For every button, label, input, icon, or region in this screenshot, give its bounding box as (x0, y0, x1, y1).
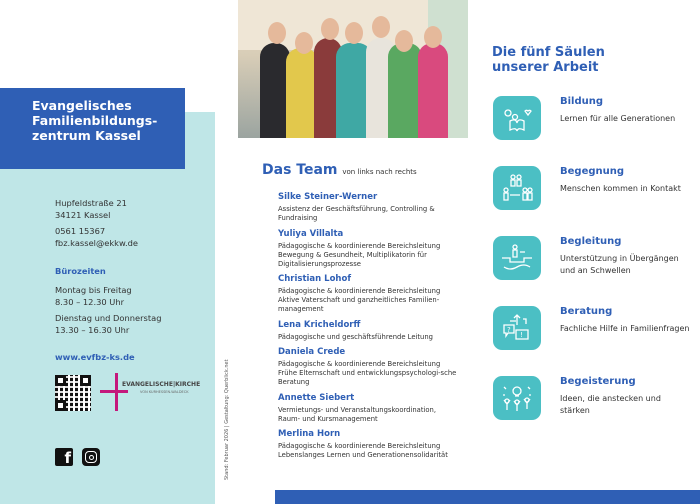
facebook-icon[interactable]: f (55, 448, 73, 466)
pillar-desc: Unterstützung in Übergängen und an Schwellen (560, 254, 679, 275)
hours-days: Dienstag und Donnerstag (55, 313, 162, 323)
contact-info (55, 226, 138, 249)
heading-line: unserer Arbeit (492, 60, 599, 75)
member-name: Merlina Horn (278, 429, 341, 439)
church-logo: EVANGELISCHE|KIRCHE VON KURHESSEN-WALDECK (100, 373, 200, 413)
logo-subtext: VON KURHESSEN-WALDECK (140, 390, 189, 394)
member-role: Pädagogische und geschäftsführende Leitung (278, 333, 433, 341)
svg-text:?: ? (507, 326, 511, 334)
website-link[interactable]: www.evfbz-ks.de (55, 352, 135, 362)
member-role: Pädagogische & koordinierende Bereichsleitung Lebenslanges Lernen und Generationensolidarität (278, 442, 448, 459)
hours-days: Montag bis Freitag (55, 285, 132, 295)
member-name: Silke Steiner-Werner (278, 192, 378, 202)
credits: Stand: Februar 2026 | Gestaltung: Querblick.net (224, 359, 230, 480)
hours-time: 13.30 – 16.30 Uhr (55, 324, 130, 335)
org-title (0, 88, 185, 169)
street: Hupfeldstraße 21 (55, 198, 127, 208)
team-member (278, 393, 458, 424)
hours-slot (55, 285, 132, 308)
member-role: Vermietungs- und Veranstaltungskoordination, Raum- und Kursmanagement (278, 406, 437, 423)
member-role: Pädagogische & koordinierende Bereichsleitung Bewegung & Gesundheit, Multiplikatorin für Digitalisierungsprozesse (278, 242, 441, 268)
org-title-line: zentrum Kassel (32, 128, 141, 143)
member-name: Daniela Crede (278, 347, 346, 357)
book-icon (493, 96, 541, 140)
team-photo (238, 0, 468, 138)
lightbulb-icon (493, 376, 541, 420)
org-title-line: Evangelisches (32, 98, 132, 113)
heading-line: Die fünf Säulen (492, 45, 605, 60)
logo-text: KIRCHE (175, 381, 201, 388)
team-member (278, 192, 458, 223)
member-role: Pädagogische & koordinierende Bereichsleitung Frühe Elternschaft und entwicklungspsychologi-sche Beratung (278, 360, 457, 386)
qr-code (55, 375, 91, 411)
pillar-desc: Lernen für alle Generationen (560, 114, 676, 123)
member-name: Christian Lohof (278, 274, 352, 284)
org-title-line: Familienbildungs- (32, 113, 158, 128)
team-heading (262, 162, 417, 178)
email[interactable]: fbz.kassel@ekkw.de (55, 237, 139, 248)
address (55, 198, 127, 221)
city: 34121 Kassel (55, 209, 111, 220)
pillars-heading (492, 45, 605, 75)
pillar-desc: Ideen, die anstecken und stärken (560, 394, 661, 415)
member-name: Lena Kricheldorff (278, 320, 361, 330)
team-member (278, 320, 458, 342)
contact-panel (0, 112, 215, 504)
pillar-title: Begegnung (560, 166, 625, 177)
bottom-bar (275, 490, 700, 504)
member-role: Assistenz der Geschäftsführung, Controlling & Fundraising (278, 205, 435, 222)
pillar-title: Beratung (560, 306, 613, 317)
team-member (278, 274, 458, 314)
office-hours-heading: Bürozeiten (55, 266, 106, 276)
member-role: Pädagogische & koordinierende Bereichsleitung Aktive Vaterschaft und ganzheitliches Familien-management (278, 287, 441, 313)
pillar-title: Begeisterung (560, 376, 636, 387)
member-name: Yuliya Villalta (278, 229, 344, 239)
member-name: Annette Siebert (278, 393, 355, 403)
hand-icon (493, 236, 541, 280)
team-member (278, 429, 458, 460)
team-member (278, 229, 458, 269)
pillar-desc: Fachliche Hilfe in Familienfragen (560, 324, 690, 333)
pillar-desc: Menschen kommen in Kontakt (560, 184, 681, 193)
pillar-title: Bildung (560, 96, 604, 107)
people-icon (493, 166, 541, 210)
instagram-icon[interactable] (82, 448, 100, 466)
logo-text: EVANGELISCHE (122, 381, 173, 388)
team-title: Das Team (262, 162, 338, 178)
hours-slot (55, 313, 161, 336)
svg-text:!: ! (520, 331, 523, 339)
phone: 0561 15367 (55, 226, 106, 236)
pillar-title: Begleitung (560, 236, 622, 247)
team-member (278, 347, 458, 387)
team-subtitle: von links nach rechts (342, 168, 417, 176)
speech-bubbles-icon (493, 306, 541, 350)
hours-time: 8.30 – 12.30 Uhr (55, 296, 125, 307)
